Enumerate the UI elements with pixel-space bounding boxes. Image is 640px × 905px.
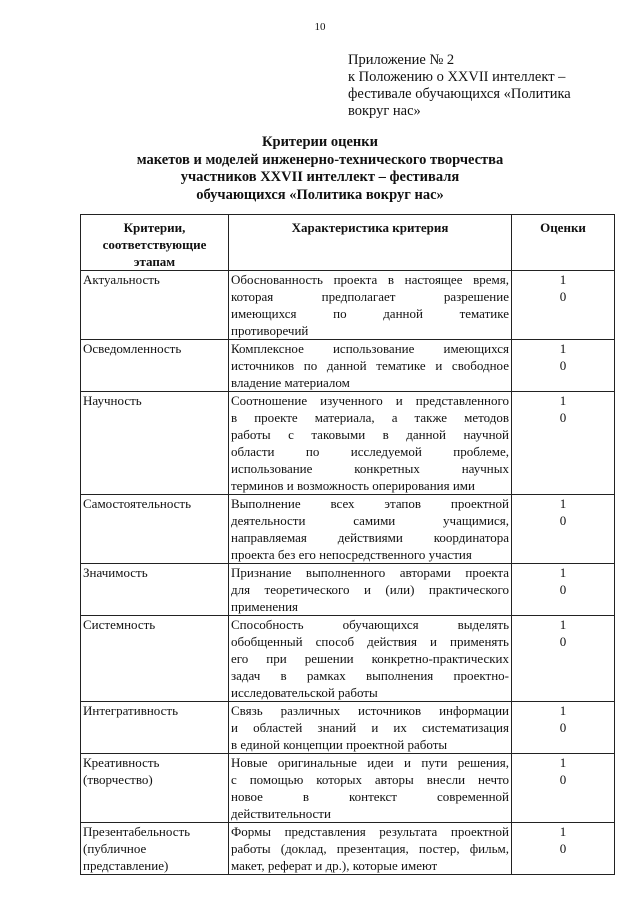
criterion-description-line: с помощью которых авторы внесли нечто	[231, 772, 509, 787]
header-criteria-line: соответствующие	[102, 237, 207, 252]
criterion-description-line: Новые оригинальные идеи и пути решения,	[231, 755, 509, 770]
appendix-line: вокруг нас»	[348, 103, 421, 119]
criterion-scores	[512, 754, 615, 823]
criterion-description	[229, 495, 512, 564]
criterion-description-line: работы с таковыми в данной научной	[231, 427, 509, 442]
title-line: Критерии оценки	[262, 134, 378, 150]
criterion-description-line: макет, реферат и др.), которые имеют	[231, 858, 438, 873]
criterion-scores	[512, 495, 615, 564]
criterion-name	[81, 340, 229, 392]
criterion-name-line: Презентабельность	[83, 824, 191, 839]
criterion-description-line: действительности	[231, 806, 331, 821]
criterion-description-line: Соотношение изученного и представленного	[231, 393, 509, 408]
appendix-reference	[348, 52, 598, 120]
table-row	[81, 495, 615, 564]
criterion-description-line: использование конкретных научных	[231, 461, 509, 476]
score-value: 0	[559, 410, 567, 425]
criterion-description	[229, 392, 512, 495]
page-number: 10	[314, 21, 326, 33]
score-value: 0	[559, 841, 567, 856]
criterion-name	[81, 564, 229, 616]
criterion-name-line: Научность	[83, 393, 142, 408]
table-row	[81, 616, 615, 702]
score-value: 1	[559, 341, 567, 356]
criterion-description-line: новое в контекст современной	[231, 789, 509, 804]
score-value: 1	[559, 824, 567, 839]
criterion-description	[229, 616, 512, 702]
criterion-description-line: области по исследуемой проблеме,	[231, 444, 509, 459]
criterion-description-line: применения	[231, 599, 299, 614]
criterion-description-line: обобщенный способ действия и применять	[231, 634, 509, 649]
criterion-name-line: Системность	[83, 617, 156, 632]
criterion-name-line: Значимость	[83, 565, 148, 580]
table-row	[81, 823, 615, 875]
table-row	[81, 340, 615, 392]
title-line: обучающихся «Политика вокруг нас»	[196, 186, 444, 203]
criterion-description-line: имеющихся по данной тематике	[231, 306, 509, 321]
criterion-description	[229, 271, 512, 340]
criterion-description	[229, 754, 512, 823]
criterion-description-line: и областей знаний и их систематизация	[231, 720, 509, 735]
criterion-description-line: противоречий	[231, 323, 309, 338]
criterion-name	[81, 754, 229, 823]
criterion-name-line: (публичное	[83, 841, 147, 856]
criterion-description-line: владение материалом	[231, 375, 350, 390]
criterion-scores	[512, 616, 615, 702]
score-value: 0	[559, 582, 567, 597]
criteria-table-body	[81, 271, 615, 875]
criterion-description	[229, 340, 512, 392]
appendix-line: к Положению о XXVII интеллект –	[348, 69, 566, 85]
criterion-description-line: Признание выполненного авторами проекта	[231, 565, 509, 580]
score-value: 0	[559, 358, 567, 373]
header-characteristic: Характеристика критерия	[229, 215, 512, 271]
criterion-description-line: его при решении конкретно-практических	[231, 651, 509, 666]
criterion-description-line: Способность обучающихся выделять	[231, 617, 509, 632]
criterion-description-line: направляемая действиями координатора	[231, 530, 509, 545]
score-value: 0	[559, 720, 567, 735]
criterion-name-line: Актуальность	[83, 272, 160, 287]
criterion-description-line: Выполнение всех этапов проектной	[231, 496, 509, 511]
score-value: 0	[559, 634, 567, 649]
criteria-table	[80, 214, 615, 875]
score-value: 0	[559, 513, 567, 528]
score-value: 0	[559, 772, 567, 787]
criterion-scores	[512, 392, 615, 495]
title-line: макетов и моделей инженерно-технического творчества	[136, 151, 504, 168]
criterion-description-line: работы (доклад, презентация, постер, фильм,	[231, 841, 509, 856]
score-value: 1	[559, 755, 567, 770]
criterion-description-line: проекта без его непосредственного участия	[231, 547, 472, 562]
table-row	[81, 564, 615, 616]
criterion-description	[229, 564, 512, 616]
appendix-line: Приложение № 2	[348, 52, 455, 68]
header-criteria-line: этапам	[133, 254, 176, 269]
criterion-description-line: исследовательской работы	[231, 685, 378, 700]
criterion-description-line: в проекте материала, а также методов	[231, 410, 509, 425]
score-value: 1	[559, 393, 567, 408]
score-value: 1	[559, 565, 567, 580]
score-value: 1	[559, 617, 567, 632]
criterion-description-line: деятельности самими учащимися,	[231, 513, 509, 528]
header-criteria	[81, 215, 229, 271]
title-line: участников XXVII интеллект – фестиваля	[180, 169, 460, 185]
score-value: 1	[559, 703, 567, 718]
criterion-name-line: (творчество)	[83, 772, 153, 787]
criterion-description-line: Связь различных источников информации	[231, 703, 509, 718]
header-criteria-line: Критерии,	[123, 220, 186, 235]
appendix-line: фестивале обучающихся «Политика	[348, 86, 571, 102]
header-scores: Оценки	[512, 215, 615, 271]
score-value: 0	[559, 289, 567, 304]
criterion-description-line: для теоретического и (или) практического	[231, 582, 509, 597]
criterion-name-line: Осведомленность	[83, 341, 182, 356]
criterion-description-line: терминов и возможность оперирования ими	[231, 478, 475, 493]
table-header-row	[81, 215, 615, 271]
criterion-name	[81, 823, 229, 875]
criterion-name	[81, 271, 229, 340]
criterion-description-line: задач в рамках выполнения проектно-	[231, 668, 509, 683]
criterion-name-line: Интегративность	[83, 703, 178, 718]
criterion-name-line: Креативность	[83, 755, 160, 770]
criterion-description	[229, 702, 512, 754]
criterion-scores	[512, 271, 615, 340]
score-value: 1	[559, 272, 567, 287]
criterion-name-line: Самостоятельность	[83, 496, 192, 511]
criterion-description-line: источников по данной тематике и свободное	[231, 358, 509, 373]
criterion-description-line: которая предполагает разрешение	[231, 289, 509, 304]
criterion-name	[81, 495, 229, 564]
table-row	[81, 271, 615, 340]
criterion-description-line: в единой концепции проектной работы	[231, 737, 448, 752]
criterion-scores	[512, 823, 615, 875]
criterion-name-line: представление)	[83, 858, 169, 873]
criterion-name	[81, 392, 229, 495]
criterion-scores	[512, 340, 615, 392]
document-title	[0, 134, 640, 204]
criterion-name	[81, 616, 229, 702]
criterion-scores	[512, 564, 615, 616]
table-row	[81, 392, 615, 495]
table-row	[81, 702, 615, 754]
score-value: 1	[559, 496, 567, 511]
criterion-description-line: Обоснованность проекта в настоящее время,	[231, 272, 509, 287]
criterion-scores	[512, 702, 615, 754]
criterion-description-line: Формы представления результата проектной	[231, 824, 509, 839]
criterion-description-line: Комплексное использование имеющихся	[231, 341, 509, 356]
table-row	[81, 754, 615, 823]
criterion-name	[81, 702, 229, 754]
criterion-description	[229, 823, 512, 875]
